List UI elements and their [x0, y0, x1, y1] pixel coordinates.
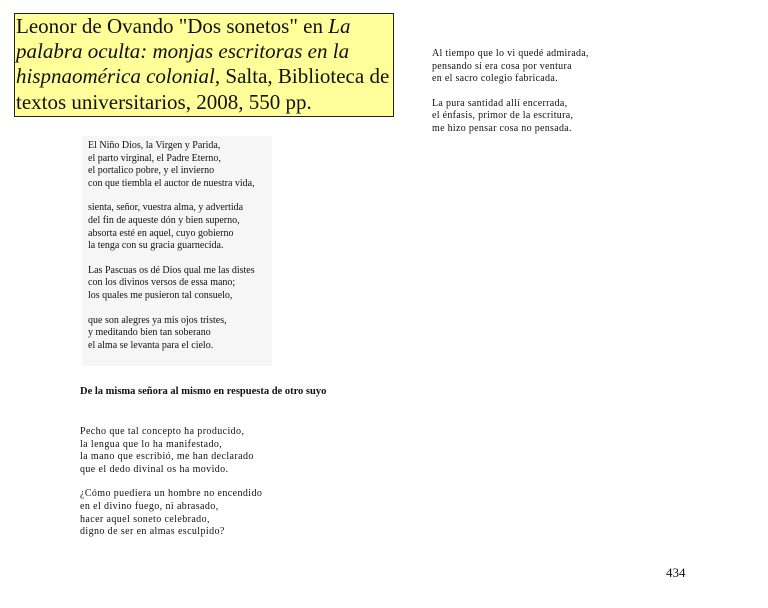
- poem-line: Las Pascuas os dé Dios qual me las distes: [88, 264, 255, 276]
- page-number: 434: [666, 565, 686, 580]
- stanza: [80, 488, 262, 538]
- stanza: [88, 140, 255, 190]
- citation-publication: , Salta, Biblioteca de textos universitarios, 2008, 550 pp.: [16, 64, 390, 114]
- poem-line: digno de ser en almas esculpido?: [80, 526, 225, 538]
- poem-line: que el dedo divinal os ha movido.: [80, 463, 229, 475]
- poem-line: absorta esté en aquel, cuyo gobierno: [88, 227, 234, 239]
- poem-line: el portalico pobre, y el invierno: [88, 165, 215, 177]
- poem-line: con que tiembla el auctor de nuestra vida,: [88, 177, 255, 189]
- stanza: [432, 98, 589, 136]
- poem-line: El Niño Dios, la Virgen y Parida,: [88, 140, 221, 151]
- poem-line: el parto virginal, el Padre Eterno,: [88, 152, 221, 164]
- poem-response-sonnet: [80, 426, 262, 551]
- poem-line: el énfasis, primor de la escritura,: [432, 110, 574, 122]
- poem-line: La pura santidad allí encerrada,: [432, 97, 568, 109]
- poem-line: la mano que escribió, me han declarado: [80, 451, 254, 463]
- stanza: [88, 315, 255, 353]
- poem-line: la tenga con su gracia guarnecida.: [88, 240, 224, 252]
- poem-line: ¿Cómo puediera un hombre no encendido: [80, 488, 263, 500]
- stanza: [88, 265, 255, 303]
- stanza: [80, 426, 262, 476]
- poem-first-sonnet: [88, 140, 255, 364]
- poem-line: el alma se levanta para el cielo.: [88, 339, 214, 351]
- poem-line: pensando si era cosa por ventura: [432, 60, 572, 72]
- citation-book-title: La palabra oculta: monjas escritoras en la hispnaomérica colonial: [16, 14, 351, 89]
- poem-line: y meditando bien tan soberano: [88, 327, 211, 339]
- poem-line: Al tiempo que lo vi quedé admirada,: [432, 48, 589, 59]
- poem-line: me hizo pensar cosa no pensada.: [432, 122, 572, 134]
- stanza: [432, 48, 589, 86]
- section-heading: De la misma señora al mismo en respuesta de otro suyo: [80, 386, 327, 397]
- poem-tercets-right: [432, 48, 589, 148]
- poem-line: del fin de aqueste dón y bien superno,: [88, 214, 240, 226]
- poem-line: con los divinos versos de essa mano;: [88, 277, 236, 289]
- poem-line: sienta, señor, vuestra alma, y advertida: [88, 202, 244, 214]
- poem-line: los quales me pusieron tal consuelo,: [88, 289, 233, 301]
- poem-line: en el divino fuego, ni abrasado,: [80, 500, 219, 512]
- poem-line: la lengua que lo ha manifestado,: [80, 438, 223, 450]
- poem-line: que son alegres ya mis ojos tristes,: [88, 314, 227, 326]
- citation-text: Leonor de Ovando "Dos sonetos" en: [16, 14, 329, 38]
- poem-line: hacer aquel soneto celebrado,: [80, 513, 210, 525]
- stanza: [88, 202, 255, 252]
- poem-line: en el sacro colegio fabricada.: [432, 73, 558, 85]
- citation-box: [14, 13, 394, 117]
- poem-line: Pecho que tal concepto ha producido,: [80, 426, 245, 437]
